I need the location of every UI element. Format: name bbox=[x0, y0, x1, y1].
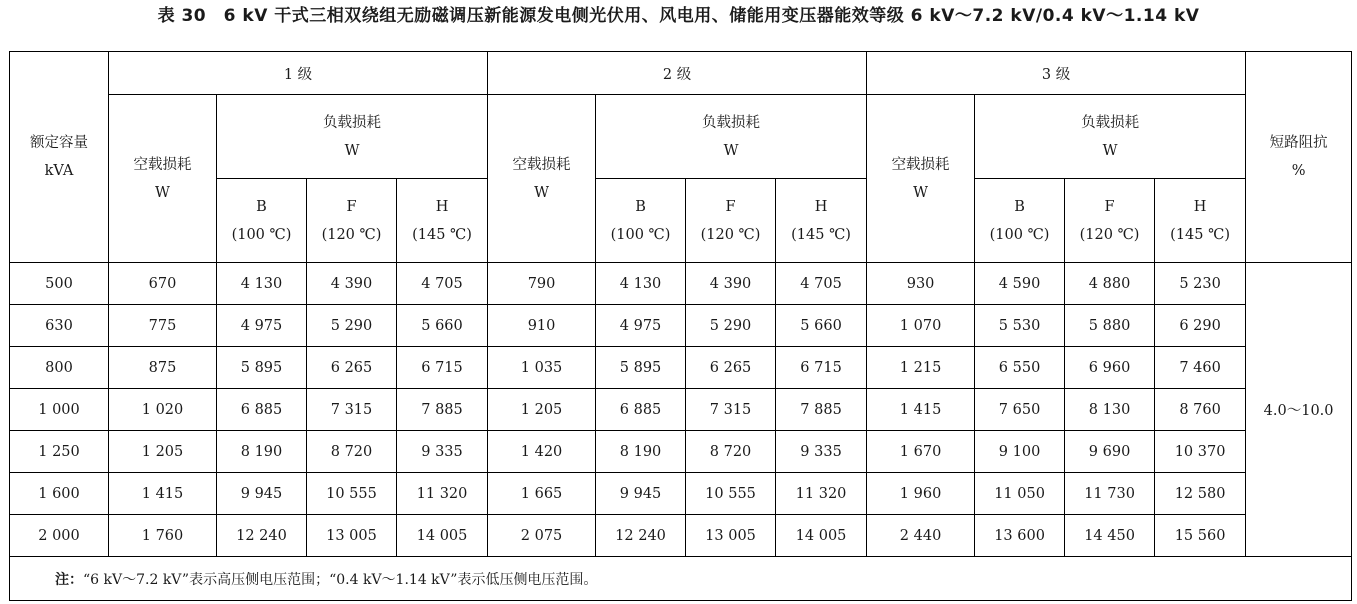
value-cell: 1 665 bbox=[488, 473, 596, 515]
impedance-cell: 4.0～10.0 bbox=[1246, 263, 1352, 557]
value-cell: 6 715 bbox=[397, 347, 488, 389]
value-cell: 4 590 bbox=[975, 263, 1065, 305]
value-cell: 14 450 bbox=[1065, 515, 1155, 557]
table-body bbox=[10, 263, 1352, 601]
value-cell: 8 130 bbox=[1065, 389, 1155, 431]
value-cell: 5 230 bbox=[1155, 263, 1246, 305]
table-row bbox=[10, 389, 1352, 431]
value-cell: 2 440 bbox=[867, 515, 975, 557]
table-note bbox=[10, 557, 1352, 601]
value-cell: 11 320 bbox=[397, 473, 488, 515]
value-cell: 1 415 bbox=[867, 389, 975, 431]
value-cell: 1 205 bbox=[488, 389, 596, 431]
value-cell: 1 215 bbox=[867, 347, 975, 389]
header-load-loss-1: 负载损耗 W bbox=[217, 95, 488, 179]
value-cell: 7 315 bbox=[307, 389, 397, 431]
value-cell: 5 290 bbox=[686, 305, 776, 347]
value-cell: 6 960 bbox=[1065, 347, 1155, 389]
value-cell: 8 190 bbox=[217, 431, 307, 473]
value-cell: 910 bbox=[488, 305, 596, 347]
header-level-3: 3 级 bbox=[867, 52, 1246, 95]
value-cell: 4 880 bbox=[1065, 263, 1155, 305]
table-row bbox=[10, 473, 1352, 515]
value-cell: 1 760 bbox=[109, 515, 217, 557]
header-class-f: F (120 ℃) bbox=[307, 179, 397, 263]
value-cell: 10 370 bbox=[1155, 431, 1246, 473]
value-cell: 13 005 bbox=[686, 515, 776, 557]
value-cell: 7 650 bbox=[975, 389, 1065, 431]
value-cell: 4 390 bbox=[686, 263, 776, 305]
value-cell: 4 390 bbox=[307, 263, 397, 305]
capacity-cell: 2 000 bbox=[10, 515, 109, 557]
value-cell: 1 670 bbox=[867, 431, 975, 473]
value-cell: 7 885 bbox=[397, 389, 488, 431]
value-cell: 4 705 bbox=[776, 263, 867, 305]
value-cell: 9 100 bbox=[975, 431, 1065, 473]
header-impedance: 短路阻抗 % bbox=[1246, 52, 1352, 263]
header-class-f: F (120 ℃) bbox=[1065, 179, 1155, 263]
value-cell: 9 945 bbox=[217, 473, 307, 515]
value-cell: 5 880 bbox=[1065, 305, 1155, 347]
value-cell: 5 660 bbox=[776, 305, 867, 347]
value-cell: 11 320 bbox=[776, 473, 867, 515]
header-load-loss-2: 负载损耗 W bbox=[596, 95, 867, 179]
value-cell: 10 555 bbox=[307, 473, 397, 515]
value-cell: 9 335 bbox=[776, 431, 867, 473]
value-cell: 4 130 bbox=[217, 263, 307, 305]
value-cell: 670 bbox=[109, 263, 217, 305]
header-class-b: B (100 ℃) bbox=[217, 179, 307, 263]
value-cell: 5 895 bbox=[596, 347, 686, 389]
capacity-cell: 1 600 bbox=[10, 473, 109, 515]
header-class-f: F (120 ℃) bbox=[686, 179, 776, 263]
table-title: 表 30 6 kV 干式三相双绕组无励磁调压新能源发电侧光伏用、风电用、储能用变压器能效等级 6 kV～7.2 kV/0.4 kV～1.14 kV bbox=[157, 6, 1200, 26]
value-cell: 14 005 bbox=[397, 515, 488, 557]
value-cell: 7 315 bbox=[686, 389, 776, 431]
value-cell: 7 460 bbox=[1155, 347, 1246, 389]
header-level-2: 2 级 bbox=[488, 52, 867, 95]
header-class-h: H (145 ℃) bbox=[776, 179, 867, 263]
value-cell: 10 555 bbox=[686, 473, 776, 515]
value-cell: 6 715 bbox=[776, 347, 867, 389]
value-cell: 930 bbox=[867, 263, 975, 305]
capacity-cell: 500 bbox=[10, 263, 109, 305]
value-cell: 1 020 bbox=[109, 389, 217, 431]
value-cell: 1 960 bbox=[867, 473, 975, 515]
capacity-cell: 630 bbox=[10, 305, 109, 347]
value-cell: 13 005 bbox=[307, 515, 397, 557]
value-cell: 9 690 bbox=[1065, 431, 1155, 473]
value-cell: 1 420 bbox=[488, 431, 596, 473]
value-cell: 9 335 bbox=[397, 431, 488, 473]
value-cell: 13 600 bbox=[975, 515, 1065, 557]
capacity-cell: 800 bbox=[10, 347, 109, 389]
value-cell: 6 265 bbox=[686, 347, 776, 389]
value-cell: 5 895 bbox=[217, 347, 307, 389]
value-cell: 4 705 bbox=[397, 263, 488, 305]
header-class-b: B (100 ℃) bbox=[596, 179, 686, 263]
value-cell: 14 005 bbox=[776, 515, 867, 557]
value-cell: 6 290 bbox=[1155, 305, 1246, 347]
value-cell: 875 bbox=[109, 347, 217, 389]
header-class-h: H (145 ℃) bbox=[1155, 179, 1246, 263]
value-cell: 8 720 bbox=[307, 431, 397, 473]
value-cell: 775 bbox=[109, 305, 217, 347]
value-cell: 790 bbox=[488, 263, 596, 305]
value-cell: 9 945 bbox=[596, 473, 686, 515]
value-cell: 12 240 bbox=[596, 515, 686, 557]
value-cell: 12 580 bbox=[1155, 473, 1246, 515]
table-row bbox=[10, 515, 1352, 557]
header-class-h: H (145 ℃) bbox=[397, 179, 488, 263]
header-load-loss-3: 负载损耗 W bbox=[975, 95, 1246, 179]
header-class-b: B (100 ℃) bbox=[975, 179, 1065, 263]
header-level-1: 1 级 bbox=[109, 52, 488, 95]
value-cell: 2 075 bbox=[488, 515, 596, 557]
value-cell: 6 885 bbox=[596, 389, 686, 431]
header-no-load-1: 空载损耗 W bbox=[109, 95, 217, 263]
value-cell: 1 035 bbox=[488, 347, 596, 389]
table-row bbox=[10, 347, 1352, 389]
value-cell: 6 265 bbox=[307, 347, 397, 389]
table-row bbox=[10, 431, 1352, 473]
value-cell: 7 885 bbox=[776, 389, 867, 431]
value-cell: 4 130 bbox=[596, 263, 686, 305]
efficiency-table bbox=[9, 51, 1352, 601]
value-cell: 1 415 bbox=[109, 473, 217, 515]
value-cell: 4 975 bbox=[217, 305, 307, 347]
value-cell: 8 720 bbox=[686, 431, 776, 473]
note-label: 注： bbox=[55, 571, 83, 588]
note-text: “6 kV～7.2 kV”表示高压侧电压范围；“0.4 kV～1.14 kV”表示低压侧电压范围。 bbox=[83, 571, 598, 588]
header-capacity: 额定容量 kVA bbox=[10, 52, 109, 263]
value-cell: 1 205 bbox=[109, 431, 217, 473]
value-cell: 11 730 bbox=[1065, 473, 1155, 515]
value-cell: 15 560 bbox=[1155, 515, 1246, 557]
value-cell: 11 050 bbox=[975, 473, 1065, 515]
table-row bbox=[10, 305, 1352, 347]
value-cell: 5 530 bbox=[975, 305, 1065, 347]
value-cell: 12 240 bbox=[217, 515, 307, 557]
capacity-cell: 1 000 bbox=[10, 389, 109, 431]
header-no-load-2: 空载损耗 W bbox=[488, 95, 596, 263]
value-cell: 1 070 bbox=[867, 305, 975, 347]
table-row bbox=[10, 263, 1352, 305]
value-cell: 6 885 bbox=[217, 389, 307, 431]
value-cell: 5 660 bbox=[397, 305, 488, 347]
value-cell: 6 550 bbox=[975, 347, 1065, 389]
value-cell: 8 760 bbox=[1155, 389, 1246, 431]
header-no-load-3: 空载损耗 W bbox=[867, 95, 975, 263]
value-cell: 5 290 bbox=[307, 305, 397, 347]
value-cell: 8 190 bbox=[596, 431, 686, 473]
capacity-cell: 1 250 bbox=[10, 431, 109, 473]
value-cell: 4 975 bbox=[596, 305, 686, 347]
